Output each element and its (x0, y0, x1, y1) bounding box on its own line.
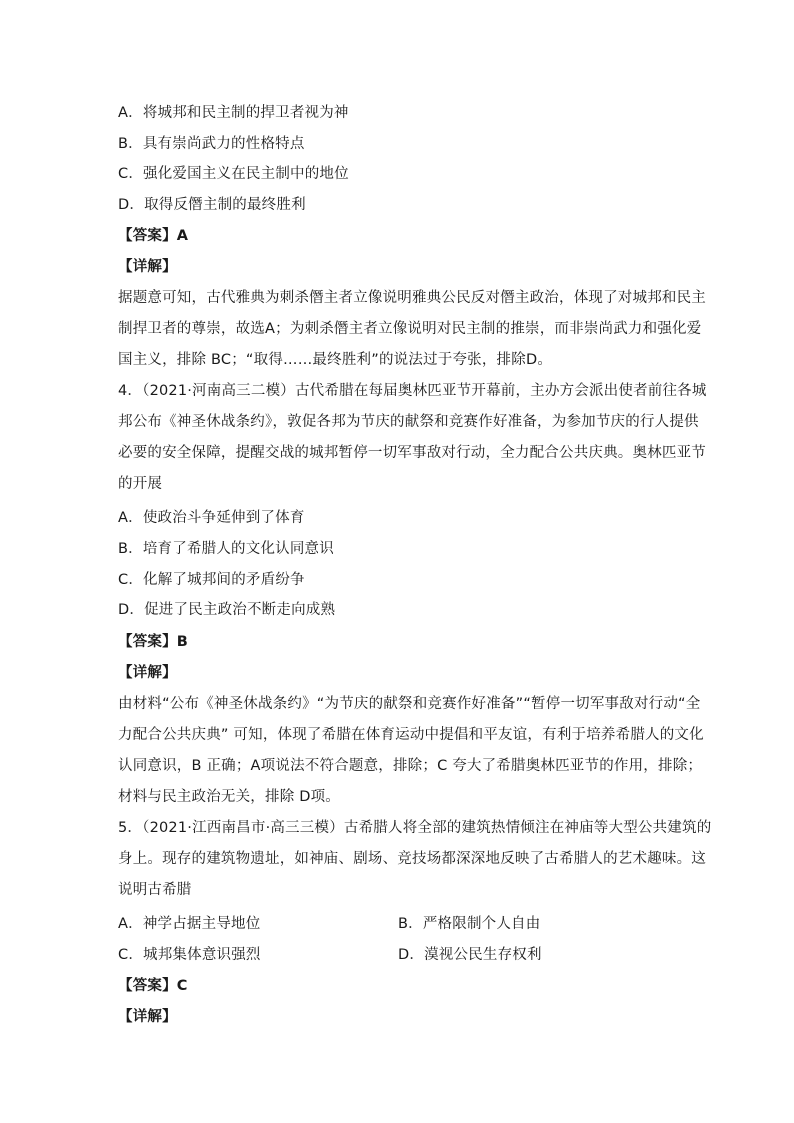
q5-stem-line-1: 5．（2021·江西南昌市·高三三模）古希腊人将全部的建筑热情倾注在神庙等大型公共建筑的 (118, 820, 712, 836)
q5-explain-heading: 【详解】 (118, 1009, 177, 1025)
q4-answer: 【答案】B (118, 634, 189, 650)
q4-explain-line-3: 认同意识，B 正确；A项说法不符合题意，排除；C 夸大了希腊奥林匹亚节的作用，排除； (118, 758, 703, 774)
q3-explain-line-1: 据题意可知，古代雅典为刺杀僭主者立像说明雅典公民反对僭主政治，体现了对城邦和民主 (118, 290, 706, 306)
q3-option-d: D．取得反僭主制的最终胜利 (118, 197, 306, 213)
q4-stem-line-3: 必要的安全保障，提醒交战的城邦暂停一切军事敌对行动，全力配合公共庆典。奥林匹亚节 (118, 445, 706, 461)
q5-stem-line-3: 说明古希腊 (118, 882, 192, 898)
q4-option-b: B．培育了希腊人的文化认同意识 (118, 541, 334, 557)
q5-option-a: A．神学占据主导地位 (118, 916, 261, 932)
q4-stem-line-2: 邦公布《神圣休战条约》，敦促各邦为节庆的献祭和竞赛作好准备，为参加节庆的行人提供 (118, 414, 699, 430)
q4-stem-line-4: 的开展 (118, 476, 163, 492)
q4-explain-line-2: 力配合公共庆典” 可知，体现了希腊在体育运动中提倡和平友谊，有利于培养希腊人的文化 (118, 727, 704, 743)
q4-option-a: A．使政治斗争延伸到了体育 (118, 510, 305, 526)
q3-explain-line-3: 国主义，排除 BC；“取得……最终胜利”的说法过于夸张，排除D。 (118, 352, 553, 368)
q5-option-c: C．城邦集体意识强烈 (118, 947, 261, 963)
q3-option-a: A．将城邦和民主制的捍卫者视为神 (118, 105, 349, 121)
q4-stem-line-1: 4．（2021·河南高三二模）古代希腊在每届奥林匹亚节开幕前，主办方会派出使者前往各城 (118, 383, 707, 399)
q5-stem-line-2: 身上。现存的建筑物遗址，如神庙、剧场、竞技场都深深地反映了古希腊人的艺术趣味。这 (118, 851, 706, 867)
q4-option-c: C．化解了城邦间的矛盾纷争 (118, 572, 305, 588)
q5-option-b: B．严格限制个人自由 (398, 916, 541, 932)
q4-explain-heading: 【详解】 (118, 665, 177, 681)
q3-explain-line-2: 制捍卫者的尊崇，故选A；为刺杀僭主者立像说明对民主制的推崇，而非崇尚武力和强化爱 (118, 321, 702, 337)
q4-explain-line-1: 由材料“公布《神圣休战条约》“为节庆的献祭和竞赛作好准备”“暂停一切军事敌对行动“全 (118, 696, 701, 712)
q5-option-d: D．漠视公民生存权利 (398, 947, 542, 963)
q4-option-d: D．促进了民主政治不断走向成熟 (118, 602, 336, 618)
q3-explain-heading: 【详解】 (118, 259, 177, 275)
q3-option-b: B．具有崇尚武力的性格特点 (118, 136, 305, 152)
q4-explain-line-4: 材料与民主政治无关，排除 D项。 (118, 789, 340, 805)
q3-answer: 【答案】A (118, 228, 189, 244)
q5-answer: 【答案】C (118, 978, 188, 994)
q3-option-c: C．强化爱国主义在民主制中的地位 (118, 166, 349, 182)
